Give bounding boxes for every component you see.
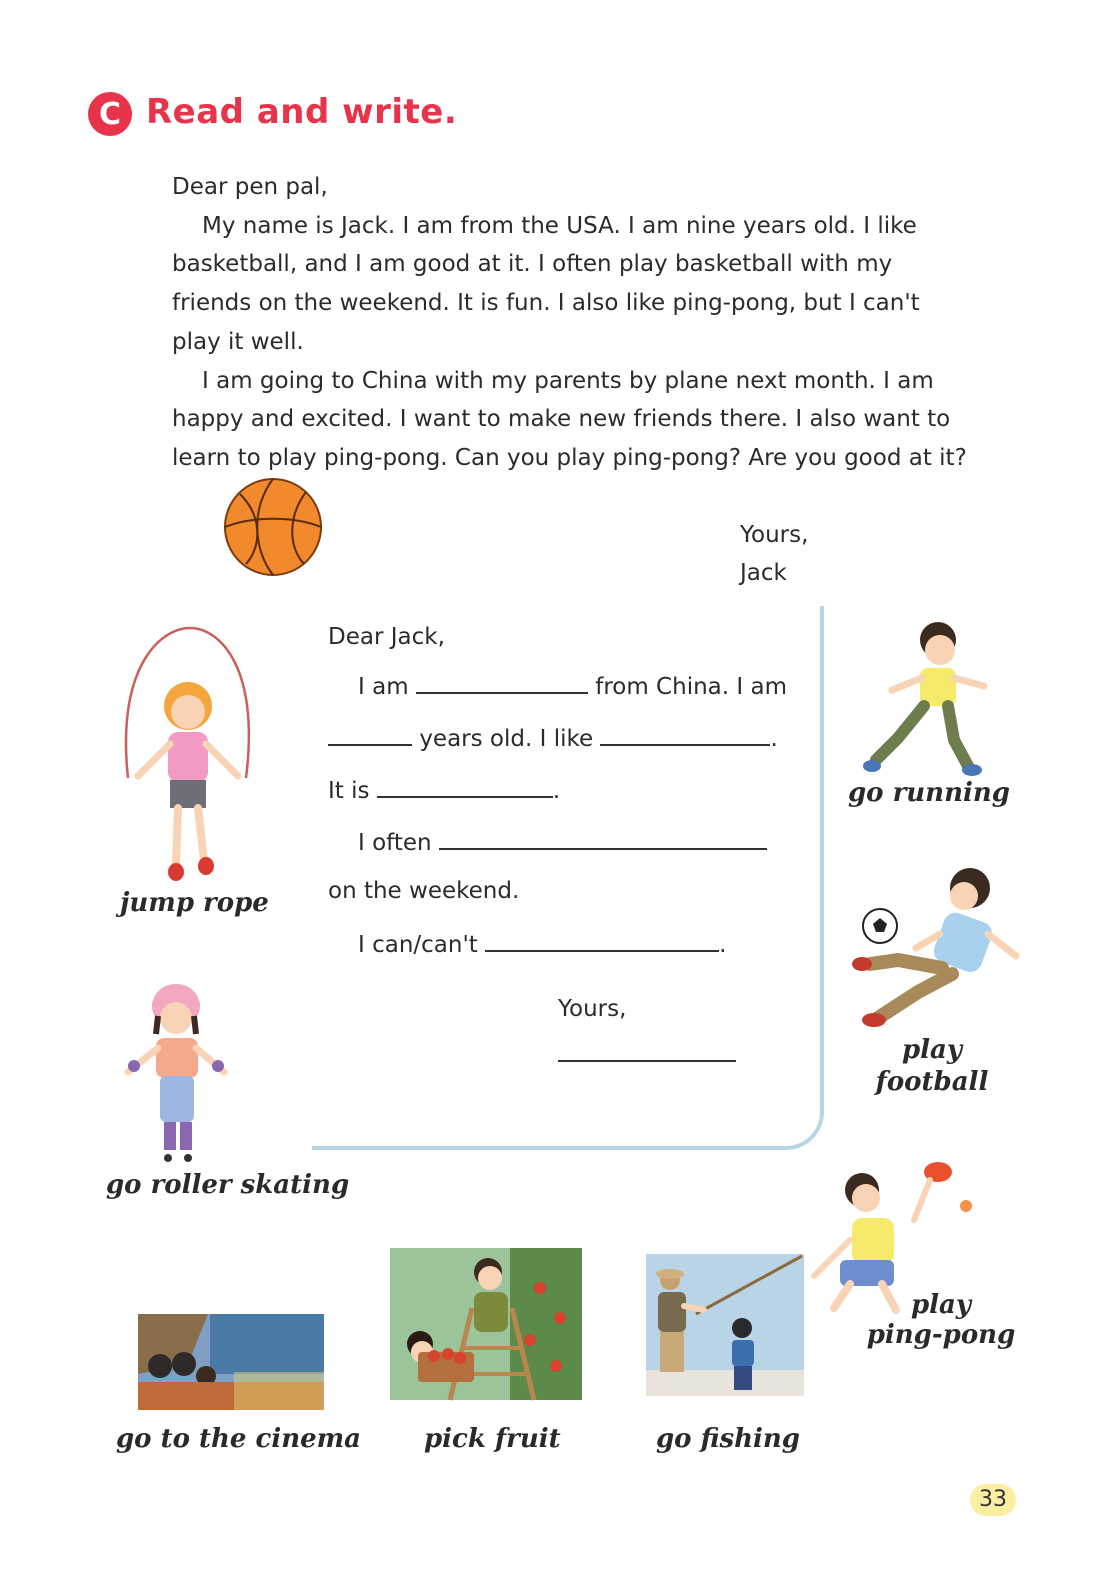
letter-closing: Yours, — [740, 522, 809, 548]
letter-line: basketball, and I am good at it. I often play basketball with my — [172, 251, 893, 278]
letter-line: learn to play ping-pong. Can you play ping-pong? Are you good at it? — [172, 444, 967, 471]
reply-line-2 — [328, 722, 778, 754]
reply-text: I am — [358, 674, 409, 700]
section-badge: C — [88, 92, 132, 136]
label-go-to-the-cinema: go to the cinema — [116, 1424, 361, 1454]
reply-line-5: on the weekend. — [328, 878, 520, 904]
reply-text: years old. I like — [419, 726, 594, 752]
letter-signature: Jack — [740, 560, 787, 586]
reply-text: I can/can't — [358, 932, 478, 958]
section-title: Read and write. — [146, 92, 458, 132]
label-go-running: go running — [848, 778, 1010, 808]
reply-line-6 — [358, 928, 726, 960]
reply-line-4 — [358, 826, 767, 858]
page-number: 33 — [970, 1484, 1016, 1516]
pick-fruit-illustration — [390, 1248, 582, 1400]
letter-line: I am going to China with my parents by plane next month. I am — [202, 367, 934, 394]
label-play-ping-pong-line2: ping-pong — [866, 1320, 1016, 1350]
blank-like[interactable] — [600, 722, 770, 746]
label-jump-rope: jump rope — [120, 888, 269, 918]
reply-closing: Yours, — [558, 996, 627, 1022]
label-play-football — [872, 1034, 992, 1098]
letter-line: play it well. — [172, 328, 304, 355]
label-go-roller-skating: go roller skating — [106, 1170, 350, 1200]
blank-it-is[interactable] — [377, 774, 553, 798]
reply-period: . — [552, 778, 561, 804]
reply-text: from China. I am — [595, 674, 787, 700]
label-play-ping-pong — [866, 1290, 1016, 1350]
football-boy-illustration — [852, 864, 1024, 1034]
blank-country[interactable] — [416, 670, 588, 694]
label-play-football-line2: football — [875, 1067, 989, 1097]
letter-line: friends on the weekend. It is fun. I also like ping-pong, but I can't — [172, 290, 920, 317]
roller-skating-girl-illustration — [120, 982, 236, 1168]
reply-greeting: Dear Jack, — [328, 624, 445, 650]
blank-can[interactable] — [485, 928, 719, 952]
running-girl-illustration — [858, 620, 998, 780]
label-go-fishing: go fishing — [656, 1424, 800, 1454]
reply-text: It is — [328, 778, 370, 804]
basketball-illustration — [222, 476, 324, 578]
letter-greeting: Dear pen pal, — [172, 174, 328, 200]
reply-line-1 — [358, 670, 787, 702]
blank-signature[interactable] — [558, 1060, 736, 1062]
blank-often[interactable] — [439, 826, 767, 850]
letter-line: happy and excited. I want to make new friends there. I also want to — [172, 406, 951, 433]
reply-line-3 — [328, 774, 560, 806]
fishing-illustration — [646, 1254, 804, 1396]
label-play-ping-pong-line1: play — [910, 1290, 971, 1320]
reply-period: . — [719, 932, 727, 958]
reply-period: . — [770, 726, 778, 752]
letter-line: My name is Jack. I am from the USA. I am nine years old. I like — [202, 212, 917, 239]
label-play-football-line1: play — [901, 1035, 962, 1065]
jump-rope-girl-illustration — [120, 628, 260, 890]
cinema-illustration — [138, 1314, 324, 1410]
label-pick-fruit: pick fruit — [424, 1424, 561, 1454]
reply-text: I often — [358, 830, 432, 856]
blank-age[interactable] — [328, 722, 412, 746]
letter-signoff — [740, 516, 808, 592]
jack-letter — [172, 168, 1002, 478]
